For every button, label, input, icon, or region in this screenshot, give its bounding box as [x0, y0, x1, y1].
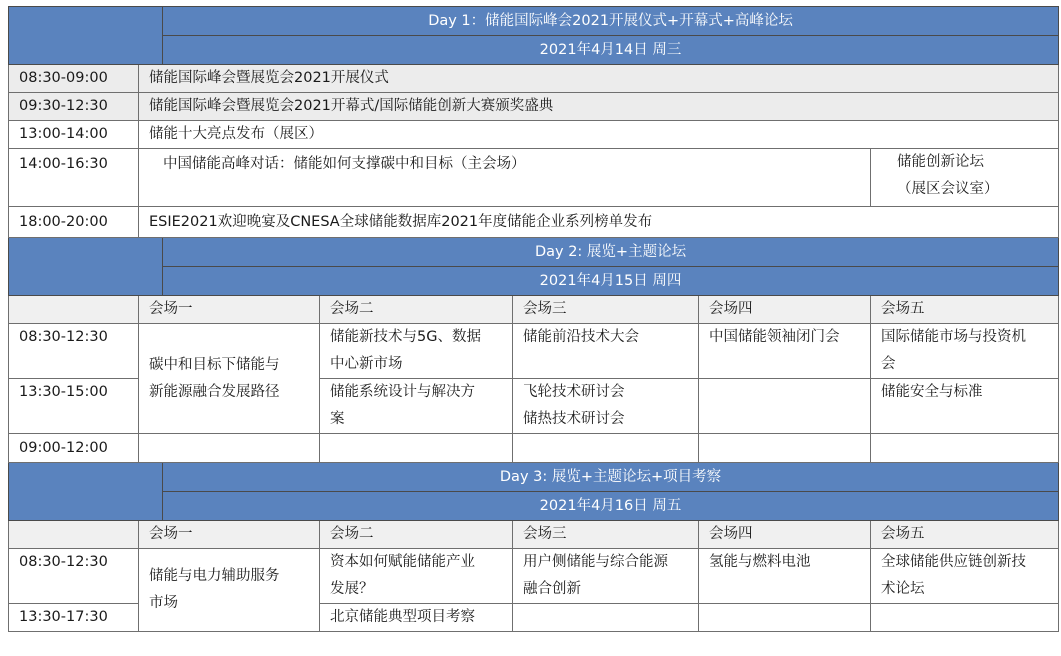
event-cell: 储能国际峰会暨展览会2021开幕式/国际储能创新大赛颁奖盛典	[139, 93, 1059, 121]
session-cell	[699, 379, 871, 434]
time-cell: 08:30-12:30	[9, 549, 139, 604]
session-cell: 国际储能市场与投资机 会	[871, 324, 1059, 379]
event-cell: ESIE2021欢迎晚宴及CNESA全球储能数据库2021年度储能企业系列榜单发布	[139, 207, 1059, 238]
table-row	[9, 149, 1059, 207]
venue-label: 会场三	[513, 296, 699, 324]
session-cell: 用户侧储能与综合能源 融合创新	[513, 549, 699, 604]
session-cell: 资本如何赋能储能产业 发展？	[320, 549, 513, 604]
session-cell: 储能新技术与5G、数据 中心新市场	[320, 324, 513, 379]
session-cell: 碳中和目标下储能与 新能源融合发展路径	[139, 324, 320, 434]
table-row	[9, 121, 1059, 149]
time-cell: 13:30-15:00	[9, 379, 139, 434]
agenda-document	[8, 6, 1058, 650]
event-cell: 储能十大亮点发布（展区）	[139, 121, 1059, 149]
time-cell: 08:30-12:30	[9, 324, 139, 379]
day2-date: 2021年4月15日 周四	[163, 267, 1059, 296]
day1-header	[9, 7, 1059, 36]
venue-label: 会场二	[320, 521, 513, 549]
day2-header	[9, 238, 1059, 267]
session-cell: 储能前沿技术大会	[513, 324, 699, 379]
event-cell: 中国储能高峰对话：储能如何支撑碳中和目标（主会场）	[139, 149, 871, 207]
table-row	[9, 93, 1059, 121]
time-cell: 13:30-17:30	[9, 604, 139, 632]
time-cell: 09:00-12:00	[9, 434, 139, 463]
venue-label: 会场三	[513, 521, 699, 549]
venue-label: 会场一	[139, 296, 320, 324]
time-cell: 09:30-12:30	[9, 93, 139, 121]
side-forum-line: 储能创新论坛	[897, 154, 984, 170]
table-row	[9, 324, 1059, 379]
venue-label: 会场五	[871, 521, 1059, 549]
venue-label: 会场一	[139, 521, 320, 549]
session-cell: 储能与电力辅助服务 市场	[139, 549, 320, 632]
venue-label: 会场五	[871, 296, 1059, 324]
venue-label: 会场四	[699, 296, 871, 324]
side-forum-cell	[871, 149, 1059, 207]
time-cell: 08:30-09:00	[9, 65, 139, 93]
venue-header-row	[9, 296, 1059, 324]
event-cell: 储能国际峰会暨展览会2021开展仪式	[139, 65, 1059, 93]
session-cell: 氢能与燃料电池	[699, 549, 871, 604]
session-cell: 北京储能典型项目考察	[320, 604, 513, 632]
agenda-table	[8, 6, 1059, 632]
session-cell: 全球储能供应链创新技 术论坛	[871, 549, 1059, 604]
day3-date: 2021年4月16日 周五	[163, 492, 1059, 521]
day3-header	[9, 463, 1059, 492]
time-cell: 13:00-14:00	[9, 121, 139, 149]
day3-title: Day 3: 展览+主题论坛+项目考察	[163, 463, 1059, 492]
table-row	[9, 65, 1059, 93]
time-cell: 14:00-16:30	[9, 149, 139, 207]
time-cell: 18:00-20:00	[9, 207, 139, 238]
day2-title: Day 2: 展览+主题论坛	[163, 238, 1059, 267]
venue-label: 会场二	[320, 296, 513, 324]
table-row	[9, 434, 1059, 463]
session-cell: 储能安全与标准	[871, 379, 1059, 434]
table-row	[9, 207, 1059, 238]
session-cell: 储能系统设计与解决方 案	[320, 379, 513, 434]
day1-title: Day 1：储能国际峰会2021开展仪式+开幕式+高峰论坛	[163, 7, 1059, 36]
side-forum-line: （展区会议室）	[897, 181, 999, 197]
session-cell: 中国储能领袖闭门会	[699, 324, 871, 379]
day1-date: 2021年4月14日 周三	[163, 36, 1059, 65]
table-row	[9, 549, 1059, 604]
venue-header-row	[9, 521, 1059, 549]
venue-label: 会场四	[699, 521, 871, 549]
session-cell: 飞轮技术研讨会 储热技术研讨会	[513, 379, 699, 434]
